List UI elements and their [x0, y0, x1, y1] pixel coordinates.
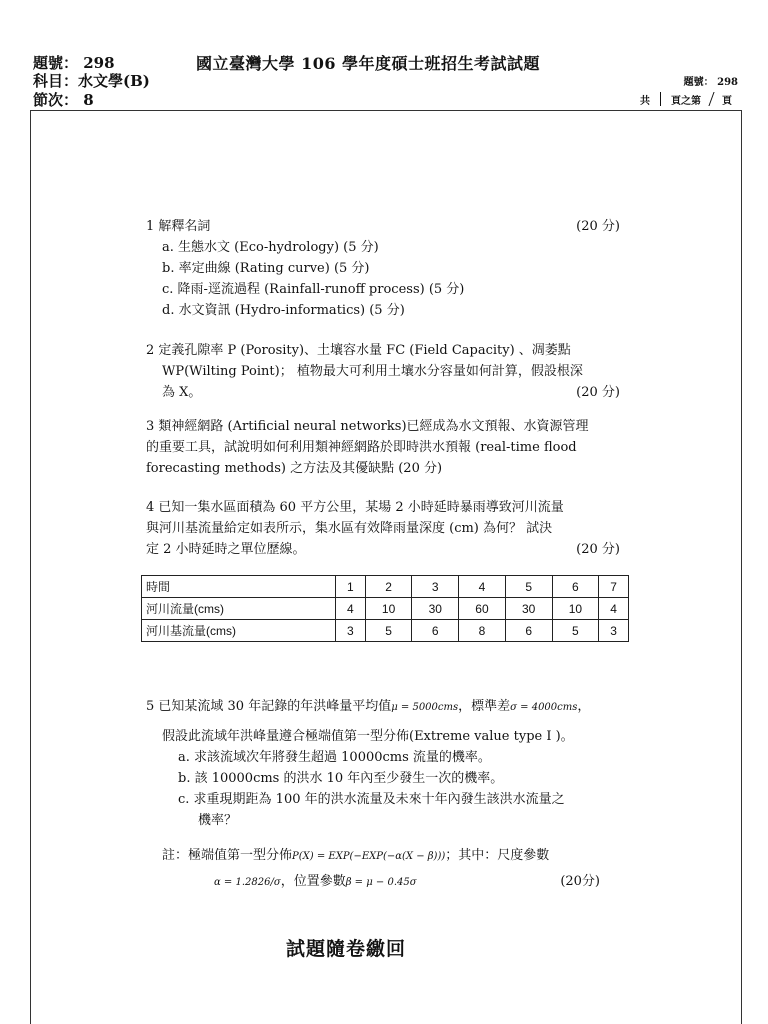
- return-exam-stamp: 試題隨卷繳回: [286, 938, 407, 960]
- exam-session: 節次： 8: [33, 91, 94, 109]
- q5-note-text: ，位置參數: [280, 874, 346, 889]
- question-4: [146, 497, 620, 560]
- q3-line: 的重要工具，試說明如何利用類神經網路於即時洪水預報 (real-time flood: [146, 440, 577, 455]
- table-cell: 6: [412, 620, 459, 642]
- alpha-formula: α = 1.2826/σ: [214, 877, 281, 888]
- table-cell: 30: [505, 598, 552, 620]
- table-cell: 6: [505, 620, 552, 642]
- q5-line-1: [146, 696, 636, 718]
- exam-code: 題號： 298: [33, 54, 115, 72]
- q5-note: [146, 845, 636, 867]
- q5-text: ，標準差: [458, 699, 511, 714]
- q3-line: forecasting methods) 之方法及其優缺點 (20 分): [146, 461, 443, 476]
- beta-formula: β = μ − 0.45σ: [345, 877, 417, 888]
- row-header: 時間: [142, 576, 336, 598]
- question-3: [146, 416, 620, 479]
- mu-formula: μ = 5000cms: [391, 702, 459, 713]
- table-cell: 60: [459, 598, 506, 620]
- table-cell: 3: [599, 620, 629, 642]
- q2-line: 2 定義孔隙率 P (Porosity)、土壤容水量 FC (Field Capacity) 、凋萎點: [146, 343, 571, 358]
- table-cell: 30: [412, 598, 459, 620]
- q1-score: (20 分): [576, 219, 620, 234]
- q5-item: a. 求該流域次年將發生超過 10000cms 流量的機率。: [178, 750, 491, 765]
- q5-text: 5 已知某流域 30 年記錄的年洪峰量平均值: [146, 699, 392, 714]
- q5-item: b. 該 10000cms 的洪水 10 年內至少發生一次的機率。: [178, 771, 504, 786]
- q5-item: c. 求重現期距為 100 年的洪水流量及未來十年內發生該洪水流量之: [178, 792, 565, 807]
- table-cell: 8: [459, 620, 506, 642]
- q1-item: b. 率定曲線 (Rating curve) (5 分): [162, 261, 370, 276]
- q5-note-text: 註：極端值第一型分佈: [162, 848, 293, 863]
- table-cell: 6: [552, 576, 599, 598]
- table-cell: 4: [336, 598, 366, 620]
- gumbel-formula: P(X) = EXP(−EXP(−α(X − β))): [292, 851, 446, 862]
- exam-subject: 科目：水文學(B): [33, 72, 150, 90]
- table-row: [142, 598, 629, 620]
- question-5: [146, 696, 636, 893]
- row-header: 河川基流量(cms): [142, 620, 336, 642]
- table-cell: 7: [599, 576, 629, 598]
- q5-item-cont: 機率？: [198, 813, 238, 828]
- q4-line: 與河川基流量給定如表所示，集水區有效降雨量深度 (cm) 為何？ 試決: [146, 521, 553, 536]
- q1-title: 1 解釋名詞: [146, 219, 211, 234]
- page-unit-label: 頁: [722, 96, 732, 107]
- table-row: [142, 620, 629, 642]
- table-cell: 4: [459, 576, 506, 598]
- q5-score: (20分): [560, 874, 600, 889]
- q1-item: d. 水文資訊 (Hydro-informatics) (5 分): [162, 303, 405, 318]
- table-row: [142, 576, 629, 598]
- page-total-label: 共: [640, 96, 650, 107]
- separator: [708, 92, 714, 106]
- q1-item: c. 降雨-逕流過程 (Rainfall-runoff process) (5 分): [162, 282, 465, 297]
- table-cell: 4: [599, 598, 629, 620]
- table-cell: 10: [365, 598, 412, 620]
- q5-text: ，: [577, 699, 591, 714]
- q4-line: 定 2 小時延時之單位歷線。: [146, 542, 306, 557]
- q2-score: (20 分): [576, 385, 620, 400]
- sigma-formula: σ = 4000cms: [510, 702, 578, 713]
- table-cell: 3: [412, 576, 459, 598]
- question-1: [146, 216, 620, 321]
- q2-line: 為 X。: [162, 385, 202, 400]
- row-header: 河川流量(cms): [142, 598, 336, 620]
- q5-note-text: ；其中：尺度參數: [445, 848, 550, 863]
- flow-table: [141, 575, 629, 642]
- q2-line: WP(Wilting Point)； 植物最大可利用土壤水分容量如何計算，假設根深: [162, 364, 583, 379]
- q5-line-2: 假設此流域年洪峰量遵合極端值第一型分佈(Extreme value type I )。: [162, 729, 574, 744]
- table-cell: 5: [365, 620, 412, 642]
- page-indicator: [634, 92, 738, 107]
- table-cell: 2: [365, 576, 412, 598]
- question-2: [146, 340, 620, 403]
- exam-title: 國立臺灣大學 106 學年度碩士班招生考試試題: [196, 54, 541, 73]
- page-current-label: 頁之第: [671, 96, 701, 107]
- table-cell: 10: [552, 598, 599, 620]
- table-cell: 1: [336, 576, 366, 598]
- separator: [660, 92, 661, 106]
- q4-score: (20 分): [576, 542, 620, 557]
- table-cell: 3: [336, 620, 366, 642]
- exam-code-right: 題號： 298: [683, 77, 738, 88]
- q3-line: 3 類神經網路 (Artificial neural networks)已經成為水文預報、水資源管理: [146, 419, 589, 434]
- table-cell: 5: [505, 576, 552, 598]
- table-cell: 5: [552, 620, 599, 642]
- q4-line: 4 已知一集水區面積為 60 平方公里，某場 2 小時延時暴雨導致河川流量: [146, 500, 564, 515]
- q1-item: a. 生態水文 (Eco-hydrology) (5 分): [162, 240, 379, 255]
